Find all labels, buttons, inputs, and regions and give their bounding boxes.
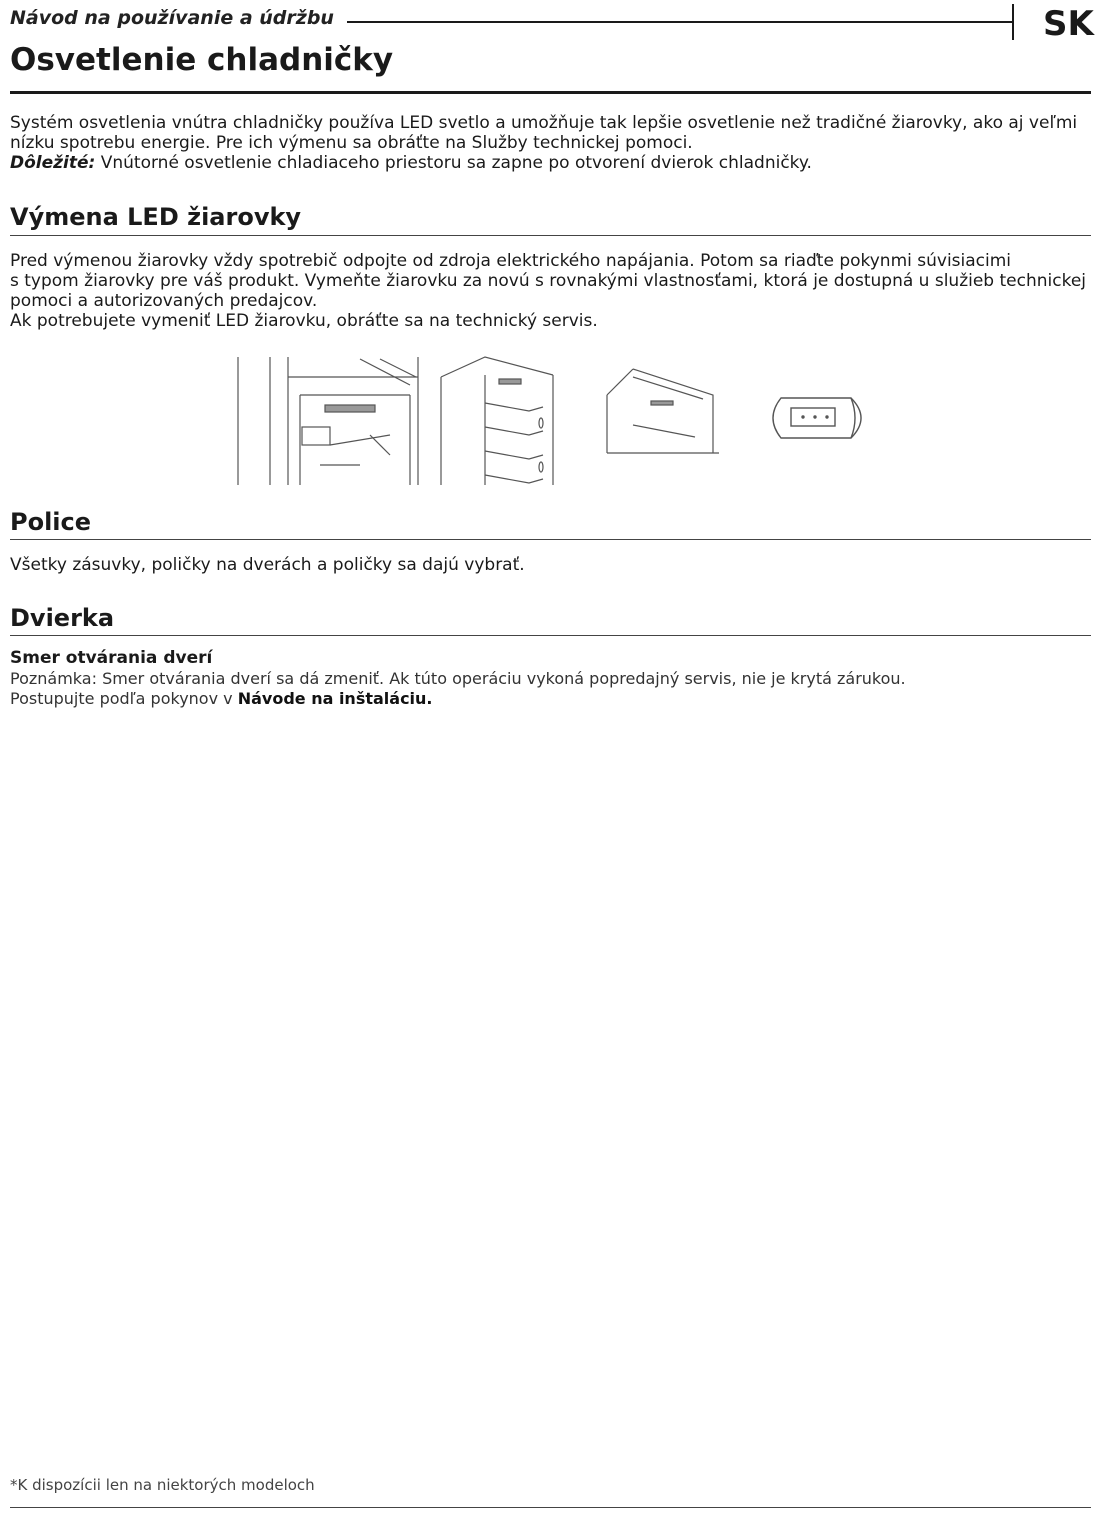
led-line-2: s typom žiarovky pre váš produkt. Vymeňte žiarovku za novú s rovnakými vlastnosťami, ktorá je dostupná u služieb technickej bbox=[10, 271, 1087, 291]
door-note: Poznámka: Smer otvárania dverí sa dá zmeniť. Ak túto operáciu vykoná popredajný servis, nie je krytá zárukou. bbox=[10, 669, 906, 688]
language-code: SK bbox=[1043, 4, 1094, 44]
lighting-line-2: nízku spotrebu energie. Pre ich výmenu sa obráťte na Služby technickej pomoci. bbox=[10, 133, 693, 153]
installation-guide-reference: Návode na inštaláciu. bbox=[237, 689, 433, 708]
title-divider bbox=[10, 91, 1091, 94]
section-title-door: Dvierka bbox=[10, 604, 115, 632]
important-label: Dôležité: bbox=[10, 153, 96, 173]
lighting-important bbox=[10, 153, 1090, 173]
section-divider-door bbox=[10, 635, 1091, 636]
door-follow-prefix: Postupujte podľa pokynov v bbox=[10, 689, 238, 708]
light-cover-illustration bbox=[603, 365, 723, 455]
footer-divider bbox=[10, 1507, 1091, 1508]
door-follow bbox=[10, 689, 433, 709]
shelves-text: Všetky zásuvky, poličky na dverách a poličky sa dajú vybrať. bbox=[10, 555, 525, 575]
fridge-interior-illustration bbox=[230, 355, 430, 487]
led-module-illustration bbox=[763, 392, 873, 444]
section-divider-led bbox=[10, 235, 1091, 236]
led-paragraph bbox=[10, 251, 1090, 331]
header-divider-tick bbox=[1012, 4, 1014, 40]
fridge-shelves-illustration bbox=[437, 355, 557, 487]
led-line-1: Pred výmenou žiarovky vždy spotrebič odpojte od zdroja elektrického napájania. Potom sa riaďte pokynmi súvisiacimi bbox=[10, 251, 1012, 271]
header-divider bbox=[347, 21, 1012, 23]
lighting-line-1: Systém osvetlenia vnútra chladničky používa LED svetlo a umožňuje tak lepšie osvetlenie než tradičné žiarovky, ako aj veľmi bbox=[10, 113, 1078, 133]
footnote: *K dispozícii len na niektorých modeloch bbox=[10, 1476, 315, 1494]
section-title-shelves: Police bbox=[10, 508, 92, 536]
section-title-led: Výmena LED žiarovky bbox=[10, 203, 302, 231]
led-line-4: Ak potrebujete vymeniť LED žiarovku, obráťte sa na technický servis. bbox=[10, 311, 598, 331]
important-text: Vnútorné osvetlenie chladiaceho priestoru sa zapne po otvorení dvierok chladničky. bbox=[95, 153, 812, 173]
document-subtitle: Návod na používanie a údržbu bbox=[10, 7, 334, 29]
lighting-paragraph bbox=[10, 113, 1090, 173]
section-divider-shelves bbox=[10, 539, 1091, 540]
led-line-3: pomoci a autorizovaných predajcov. bbox=[10, 291, 318, 311]
door-subtitle: Smer otvárania dverí bbox=[10, 648, 213, 668]
page-title: Osvetlenie chladničky bbox=[10, 42, 394, 78]
